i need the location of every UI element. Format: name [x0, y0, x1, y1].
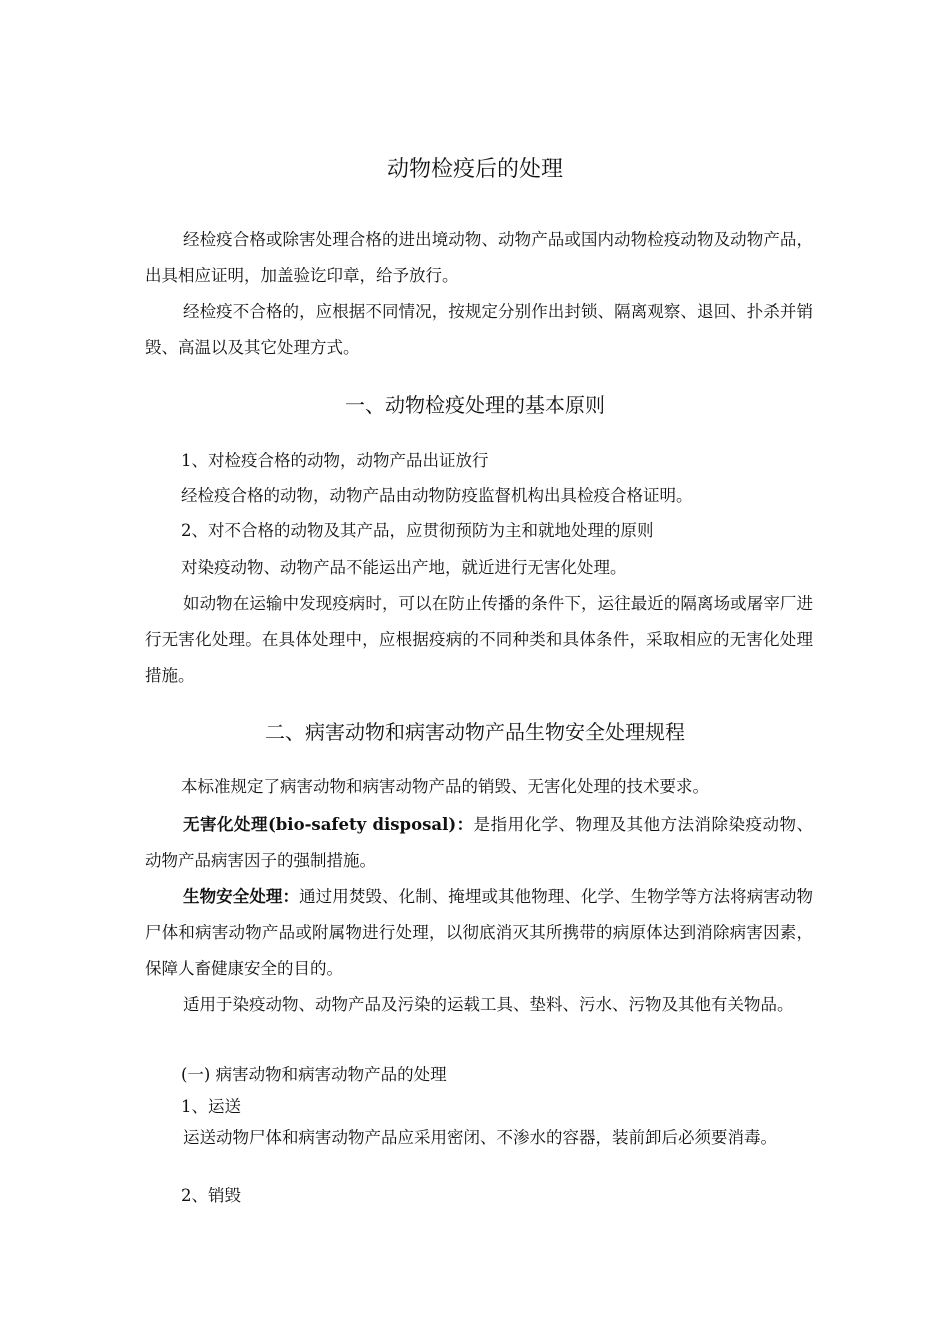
term-biosafety-treatment-label: 生物安全处理： [183, 887, 300, 906]
term-harmless-treatment-text: 是指用化学、物理及其他方法消除染疫动物、动物产品病害因子的强制措施。 [145, 815, 814, 870]
subsection-1-item-1-text: 运送动物尸体和病害动物产品应采用密闭、不渗水的容器，装前卸后必须要消毒。 [183, 1128, 777, 1147]
section-1-item-2-text: 对染疫动物、动物产品不能运出产地，就近进行无害化处理。 [181, 558, 627, 577]
term-biosafety-treatment-text: 通过用焚毁、化制、掩埋或其他物理、化学、生物学等方法将病害动物尸体和病害动物产品或附属物进行处理，以彻底消灭其所携带的病原体达到消除病害因素，保障人畜健康安全的目的。 [145, 887, 814, 978]
intro-paragraph-2: 经检疫不合格的，应根据不同情况，按规定分别作出封锁、隔离观察、退回、扑杀并销毁、高温以及其它处理方式。 [145, 302, 813, 357]
term-harmless-treatment [145, 807, 813, 879]
section-1-item-1-text: 经检疫合格的动物，动物产品由动物防疫监督机构出具检疫合格证明。 [181, 486, 693, 505]
section-1-item-2-paragraph: 如动物在运输中发现疫病时，可以在防止传播的条件下，运往最近的隔离场或屠宰厂进行无害化处理。在具体处理中，应根据疫病的不同种类和具体条件，采取相应的无害化处理措施。 [145, 594, 813, 685]
subsection-1-item-1: 1、运送 [181, 1097, 241, 1116]
document-title: 动物检疫后的处理 [386, 157, 563, 182]
applicability-paragraph: 适用于染疫动物、动物产品及污染的运载工具、垫料、污水、污物及其他有关物品。 [183, 995, 794, 1014]
section-1-heading: 一、动物检疫处理的基本原则 [345, 393, 605, 417]
subsection-1-heading: (一) 病害动物和病害动物产品的处理 [181, 1065, 447, 1084]
section-2-scope: 本标准规定了病害动物和病害动物产品的销毁、无害化处理的技术要求。 [181, 777, 709, 796]
section-1-item-2: 2、对不合格的动物及其产品，应贯彻预防为主和就地处理的原则 [181, 521, 654, 540]
section-1-item-1: 1、对检疫合格的动物，动物产品出证放行 [181, 451, 489, 470]
section-2-heading: 二、病害动物和病害动物产品生物安全处理规程 [265, 720, 685, 744]
intro-paragraph-1: 经检疫合格或除害处理合格的进出境动物、动物产品或国内动物检疫动物及动物产品，出具相应证明，加盖验讫印章，给予放行。 [145, 230, 813, 285]
subsection-1-item-2: 2、销毁 [181, 1186, 241, 1205]
term-biosafety-treatment [145, 879, 813, 987]
term-harmless-treatment-label: 无害化处理(bio-safety disposal)： [183, 815, 474, 834]
